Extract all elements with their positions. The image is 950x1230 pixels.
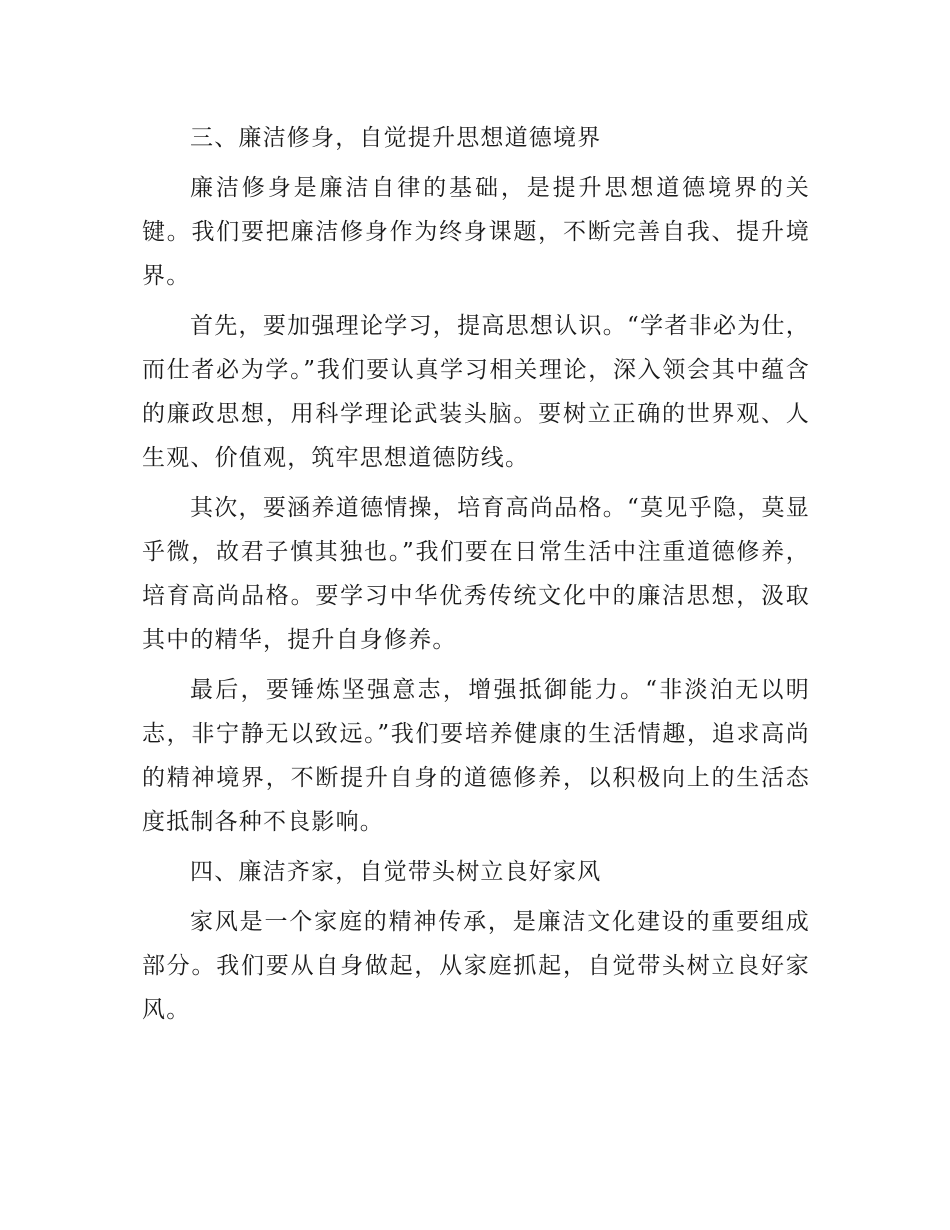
section-4-paragraph-1: 家风是一个家庭的精神传承，是廉洁文化建设的重要组成部分。我们要从自身做起，从家庭抓起，自觉带头树立良好家风。 xyxy=(142,909,810,1023)
document-body xyxy=(142,116,810,1038)
section-3-paragraph-2: 首先，要加强理论学习，提高思想认识。“学者非必为仕，而仕者必为学。”我们要认真学习相关理论，深入领会其中蕴含的廉政思想，用科学理论武装头脑。要树立正确的世界观、人生观、价值观，筑牢思想道德防线。 xyxy=(142,313,810,471)
section-3-paragraph-1: 廉洁修身是廉洁自律的基础，是提升思想道德境界的关键。我们要把廉洁修身作为终身课题，不断完善自我、提升境界。 xyxy=(142,175,810,289)
section-3-paragraph-4: 最后，要锤炼坚强意志，增强抵御能力。“非淡泊无以明志，非宁静无以致远。”我们要培养健康的生活情趣，追求高尚的精神境界，不断提升自身的道德修养，以积极向上的生活态度抵制各种不良影响。 xyxy=(142,677,810,835)
section-3-heading: 三、廉洁修身，自觉提升思想道德境界 xyxy=(190,125,602,151)
section-4-heading: 四、廉洁齐家，自觉带头树立良好家风 xyxy=(190,859,602,885)
section-3-paragraph-3: 其次，要涵养道德情操，培育高尚品格。“莫见乎隐，莫显乎微，故君子慎其独也。”我们要在日常生活中注重道德修养，培育高尚品格。要学习中华优秀传统文化中的廉洁思想，汲取其中的精华，提升自身修养。 xyxy=(142,495,810,653)
